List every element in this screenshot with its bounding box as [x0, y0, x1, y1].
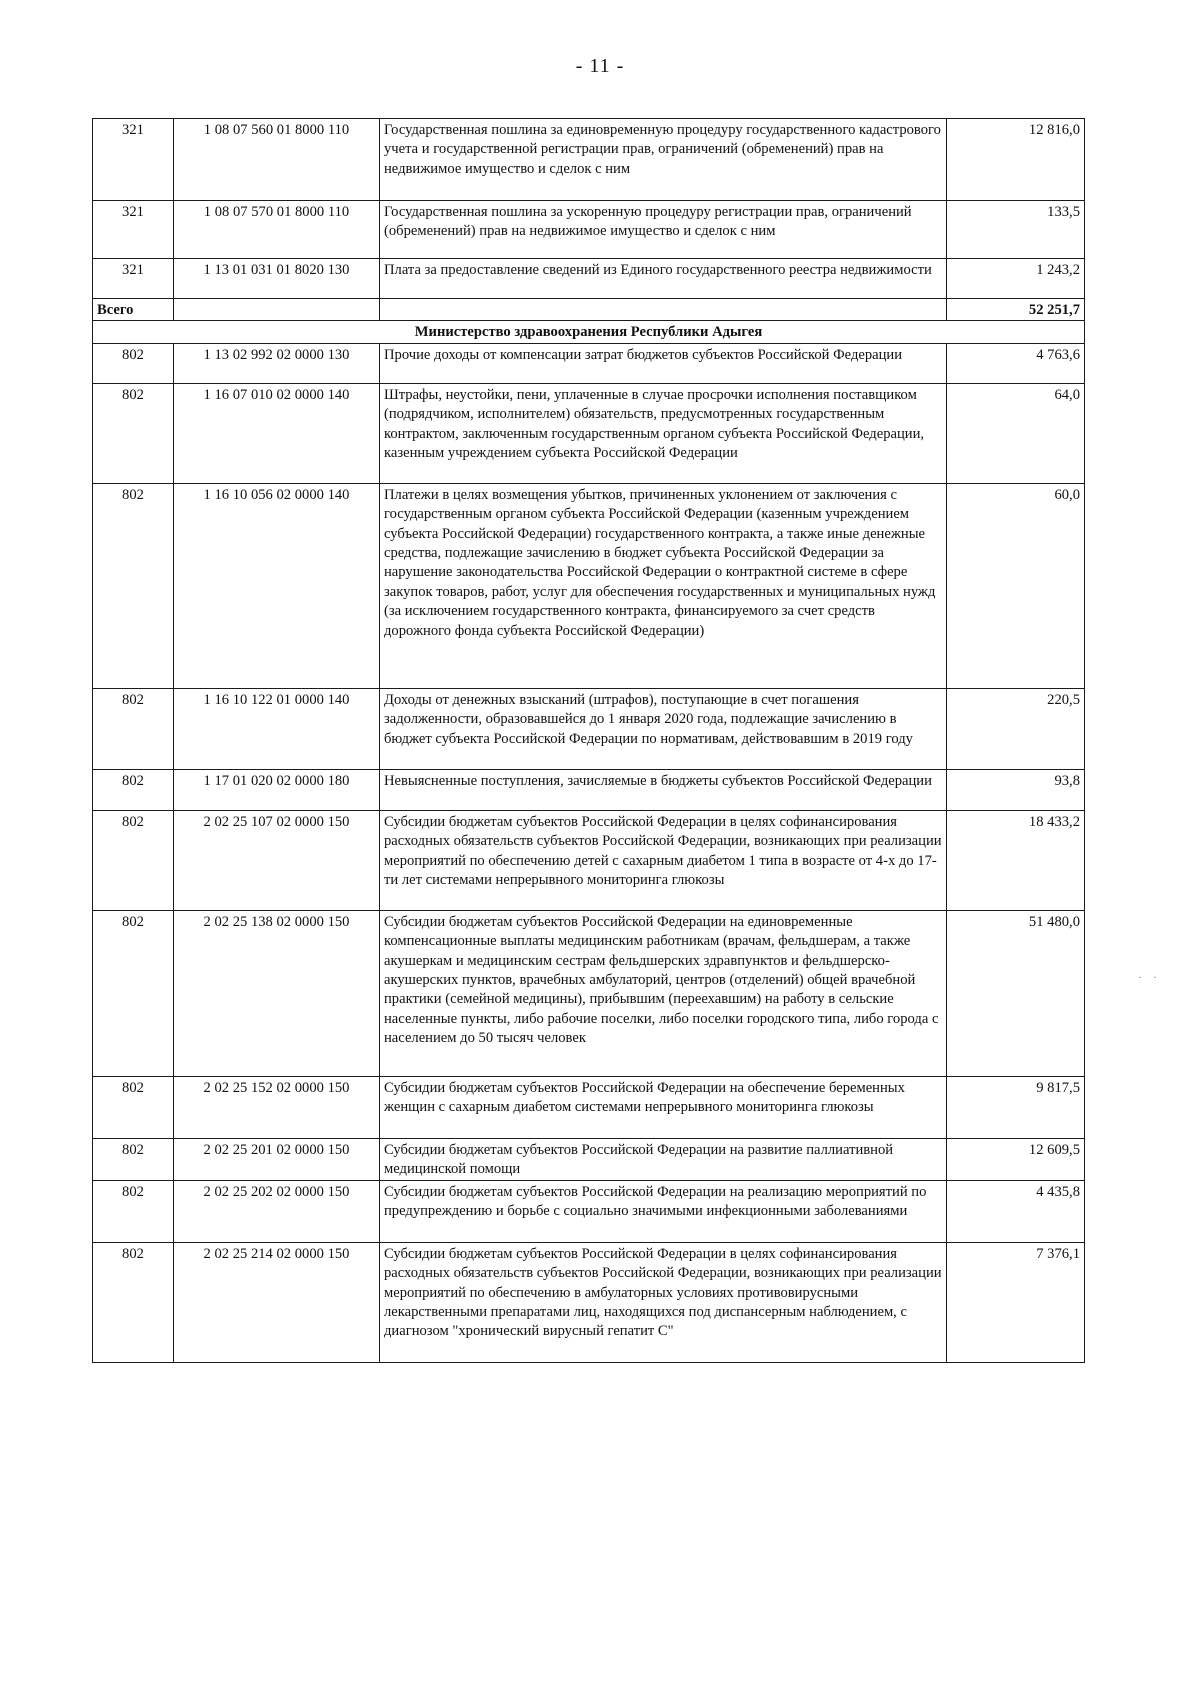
empty-cell	[380, 299, 947, 321]
kbk-code-cell: 1 16 07 010 02 0000 140	[174, 383, 380, 483]
amount-cell: 93,8	[947, 769, 1085, 810]
admin-code-cell: 802	[93, 1076, 174, 1138]
kbk-code-cell: 1 13 02 992 02 0000 130	[174, 343, 380, 383]
description-cell: Государственная пошлина за единовременную процедуру государственного кадастрового учета и государственной регистрации прав, ограничений (обременений) прав на недвижимое имущество и сделок с ним	[380, 119, 947, 201]
amount-cell: 133,5	[947, 201, 1085, 259]
description-cell: Субсидии бюджетам субъектов Российской Федерации в целях софинансирования расходных обязательств субъектов Российской Федерации, возникающих при реализации мероприятий по обеспечению в амбулаторных условиях противовирусными лекарственными препаратами лиц, находящихся под диспансерным наблюдением, с диагнозом "хронический вирусный гепатит С"	[380, 1242, 947, 1362]
amount-cell: 64,0	[947, 383, 1085, 483]
admin-code-cell: 802	[93, 688, 174, 769]
kbk-code-cell: 2 02 25 202 02 0000 150	[174, 1180, 380, 1242]
table-row	[93, 119, 1085, 201]
amount-cell: 18 433,2	[947, 810, 1085, 910]
empty-cell	[174, 299, 380, 321]
amount-cell: 7 376,1	[947, 1242, 1085, 1362]
amount-cell: 12 816,0	[947, 119, 1085, 201]
admin-code-cell: 802	[93, 1138, 174, 1180]
total-amount: 52 251,7	[947, 299, 1085, 321]
admin-code-cell: 802	[93, 343, 174, 383]
amount-cell: 4 435,8	[947, 1180, 1085, 1242]
table-row	[93, 769, 1085, 810]
table-row	[93, 1138, 1085, 1180]
table-row	[93, 201, 1085, 259]
admin-code-cell: 802	[93, 810, 174, 910]
kbk-code-cell: 1 13 01 031 01 8020 130	[174, 259, 380, 299]
description-cell: Субсидии бюджетам субъектов Российской Федерации на единовременные компенсационные выплаты медицинским работникам (врачам, фельдшерам, а также акушеркам и медицинским сестрам фельдшерских здравпунктов и фельдшерско-акушерских пунктов, врачебных амбулаторий, центров (отделений) общей врачебной практики (семейной медицины), прибывшим (переехавшим) на работу в сельские населенные пункты, либо рабочие поселки, либо поселки городского типа, либо города с населением до 50 тысяч человек	[380, 910, 947, 1076]
kbk-code-cell: 2 02 25 214 02 0000 150	[174, 1242, 380, 1362]
admin-code-cell: 802	[93, 1180, 174, 1242]
section-title: Министерство здравоохранения Республики Адыгея	[93, 321, 1085, 343]
description-cell: Платежи в целях возмещения убытков, причиненных уклонением от заключения с государственным органом субъекта Российской Федерации (казенным учреждением субъекта Российской Федерации) государственного контракта, а также иные денежные средства, подлежащие зачислению в бюджет субъекта Российской Федерации за нарушение законодательства Российской Федерации о контрактной системе в сфере закупок товаров, работ, услуг для обеспечения государственных и муниципальных нужд (за исключением государственного контракта, финансируемого за счет средств дорожного фонда субъекта Российской Федерации)	[380, 483, 947, 688]
description-cell: Государственная пошлина за ускоренную процедуру регистрации прав, ограничений (обременений) прав на недвижимое имущество и сделок с ним	[380, 201, 947, 259]
kbk-code-cell: 2 02 25 152 02 0000 150	[174, 1076, 380, 1138]
admin-code-cell: 802	[93, 1242, 174, 1362]
table-row	[93, 688, 1085, 769]
amount-cell: 1 243,2	[947, 259, 1085, 299]
total-label: Всего	[93, 299, 174, 321]
description-cell: Штрафы, неустойки, пени, уплаченные в случае просрочки исполнения поставщиком (подрядчиком, исполнителем) обязательств, предусмотренных государственным контрактом, заключенным государственным органом субъекта Российской Федерации, казенным учреждением субъекта Российской Федерации	[380, 383, 947, 483]
table-row	[93, 1180, 1085, 1242]
kbk-code-cell: 1 16 10 122 01 0000 140	[174, 688, 380, 769]
scan-speck: · ·	[1138, 970, 1161, 984]
admin-code-cell: 321	[93, 119, 174, 201]
description-cell: Невыясненные поступления, зачисляемые в бюджеты субъектов Российской Федерации	[380, 769, 947, 810]
admin-code-cell: 321	[93, 259, 174, 299]
amount-cell: 51 480,0	[947, 910, 1085, 1076]
amount-cell: 220,5	[947, 688, 1085, 769]
description-cell: Субсидии бюджетам субъектов Российской Федерации в целях софинансирования расходных обязательств субъектов Российской Федерации, возникающих при реализации мероприятий по обеспечению детей с сахарным диабетом 1 типа в возрасте от 4-х до 17-ти лет системами непрерывного мониторинга глюкозы	[380, 810, 947, 910]
section-header-row	[93, 321, 1085, 343]
description-cell: Субсидии бюджетам субъектов Российской Федерации на реализацию мероприятий по предупреждению и борьбе с социально значимыми инфекционными заболеваниями	[380, 1180, 947, 1242]
kbk-code-cell: 2 02 25 107 02 0000 150	[174, 810, 380, 910]
table-row	[93, 810, 1085, 910]
admin-code-cell: 802	[93, 483, 174, 688]
kbk-code-cell: 2 02 25 201 02 0000 150	[174, 1138, 380, 1180]
amount-cell: 9 817,5	[947, 1076, 1085, 1138]
table-row	[93, 1076, 1085, 1138]
kbk-code-cell: 1 08 07 570 01 8000 110	[174, 201, 380, 259]
kbk-code-cell: 2 02 25 138 02 0000 150	[174, 910, 380, 1076]
kbk-code-cell: 1 08 07 560 01 8000 110	[174, 119, 380, 201]
table-row	[93, 343, 1085, 383]
table-row	[93, 1242, 1085, 1362]
table-row	[93, 259, 1085, 299]
kbk-code-cell: 1 17 01 020 02 0000 180	[174, 769, 380, 810]
page-number: - 11 -	[575, 55, 625, 77]
admin-code-cell: 321	[93, 201, 174, 259]
table-row	[93, 483, 1085, 688]
table-row	[93, 383, 1085, 483]
admin-code-cell: 802	[93, 383, 174, 483]
description-cell: Доходы от денежных взысканий (штрафов), поступающие в счет погашения задолженности, образовавшейся до 1 января 2020 года, подлежащие зачислению в бюджет субъекта Российской Федерации по нормативам, действовавшим в 2019 году	[380, 688, 947, 769]
table-row	[93, 910, 1085, 1076]
admin-code-cell: 802	[93, 910, 174, 1076]
description-cell: Прочие доходы от компенсации затрат бюджетов субъектов Российской Федерации	[380, 343, 947, 383]
admin-code-cell: 802	[93, 769, 174, 810]
total-row	[93, 299, 1085, 321]
kbk-code-cell: 1 16 10 056 02 0000 140	[174, 483, 380, 688]
amount-cell: 4 763,6	[947, 343, 1085, 383]
amount-cell: 60,0	[947, 483, 1085, 688]
description-cell: Субсидии бюджетам субъектов Российской Федерации на обеспечение беременных женщин с сахарным диабетом системами непрерывного мониторинга глюкозы	[380, 1076, 947, 1138]
description-cell: Субсидии бюджетам субъектов Российской Федерации на развитие паллиативной медицинской помощи	[380, 1138, 947, 1180]
amount-cell: 12 609,5	[947, 1138, 1085, 1180]
description-cell: Плата за предоставление сведений из Единого государственного реестра недвижимости	[380, 259, 947, 299]
revenue-table	[92, 118, 1085, 1363]
